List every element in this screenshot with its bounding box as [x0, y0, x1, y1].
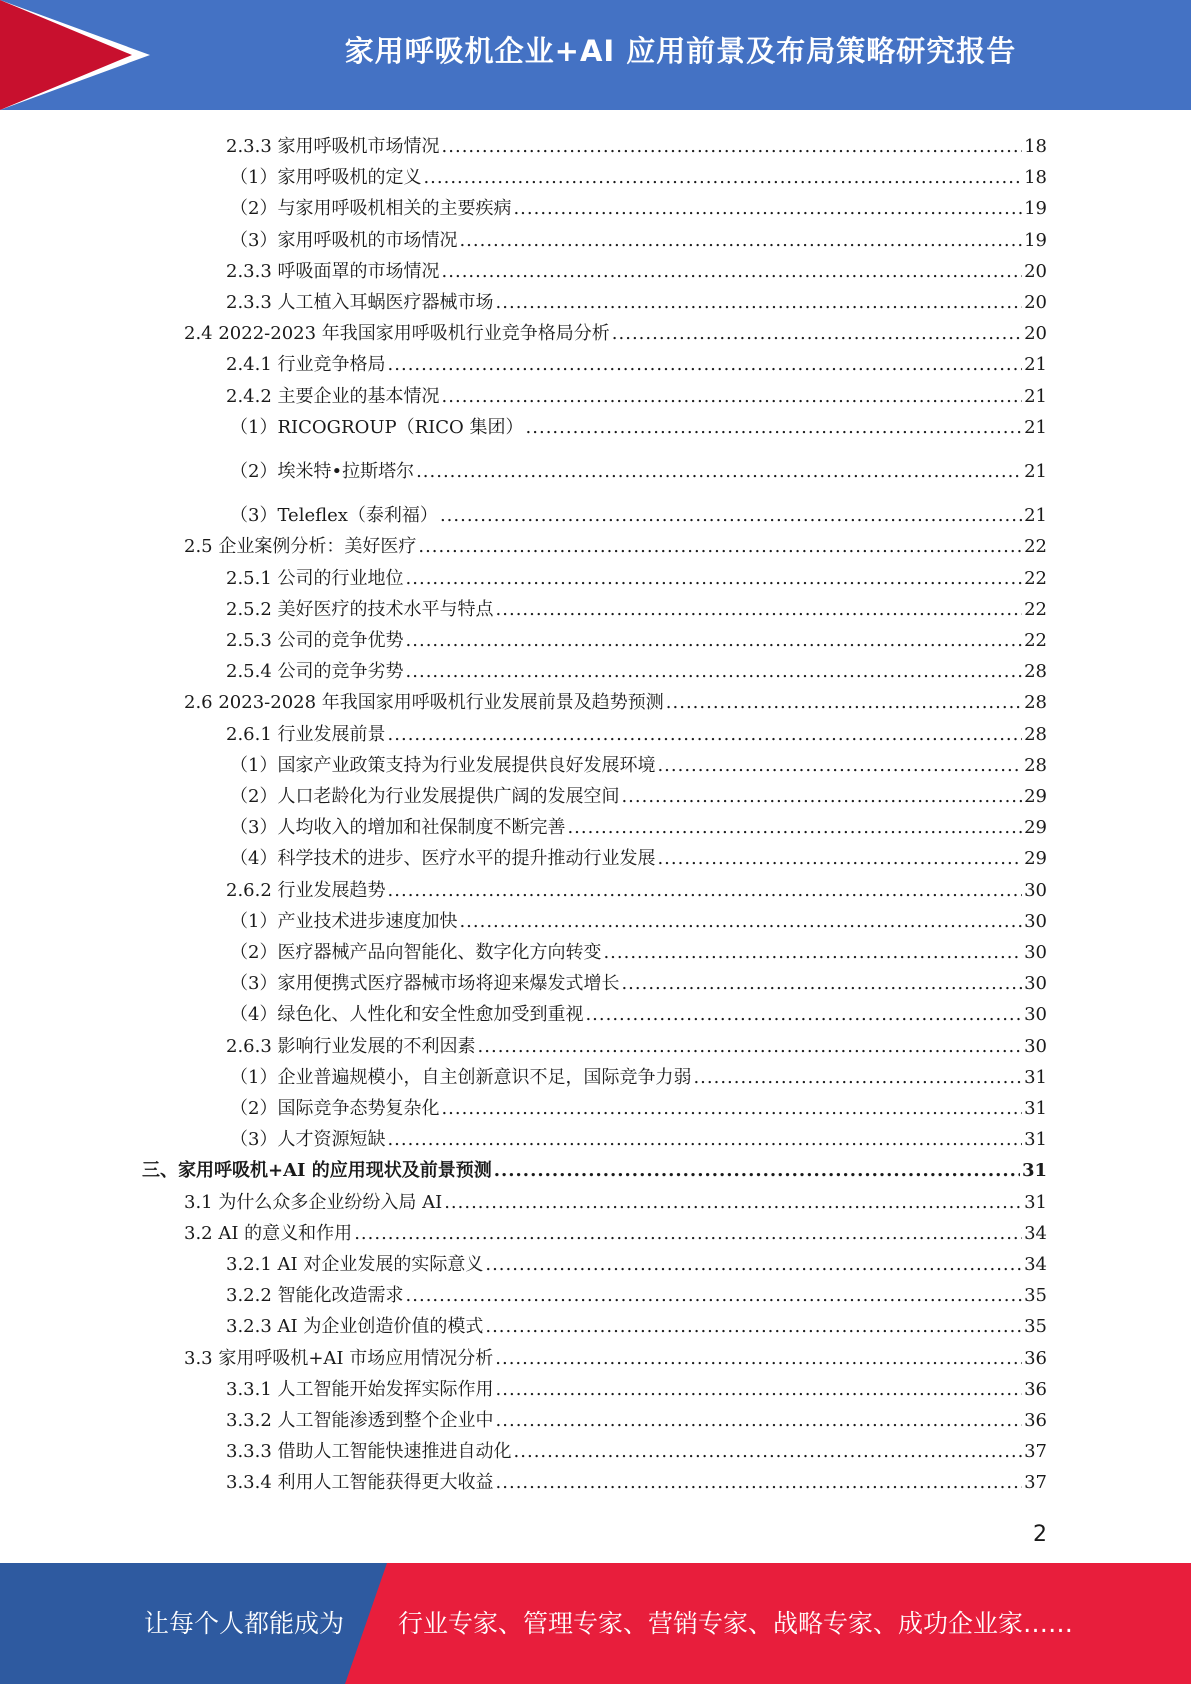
toc-entry-page: 30 [1024, 879, 1047, 901]
toc-entry-page: 28 [1024, 692, 1047, 714]
toc-leader-dots [387, 1128, 1022, 1152]
toc-entry-label: 2.6 2023-2028 年我国家用呼吸机行业发展前景及趋势预测 [184, 692, 664, 714]
toc-entry-page: 36 [1024, 1378, 1047, 1400]
toc-leader-dots [406, 567, 1023, 591]
toc-entry-page: 29 [1024, 786, 1047, 807]
toc-entry-label: （2）人口老龄化为行业发展提供广阔的发展空间 [230, 786, 620, 807]
toc-entry-label: 3.2.2 智能化改造需求 [226, 1285, 404, 1307]
toc-entry[interactable] [226, 1308, 1047, 1339]
toc-entry-label: 2.4.1 行业竞争格局 [226, 354, 386, 376]
toc-entry-page: 20 [1024, 292, 1047, 313]
toc-leader-dots [494, 1159, 1020, 1183]
toc-entry-page: 35 [1024, 1285, 1047, 1307]
page-footer [0, 1563, 1191, 1684]
toc-entry-page: 36 [1024, 1347, 1047, 1369]
toc-leader-dots [442, 135, 1023, 159]
toc-entry[interactable] [226, 622, 1047, 653]
footer-slogan-right: 行业专家、管理专家、营销专家、战略专家、成功企业家…… [398, 1609, 1074, 1638]
toc-entry-label: （2）埃米特•拉斯塔尔 [230, 461, 415, 482]
toc-entry-label: （1）企业普遍规模小，自主创新意识不足，国际竞争力弱 [230, 1066, 692, 1088]
toc-entry-label: 2.3.3 呼吸面罩的市场情况 [226, 260, 440, 282]
toc-entry-page: 19 [1024, 229, 1047, 251]
toc-leader-dots [354, 1222, 1022, 1246]
toc-leader-dots [459, 229, 1022, 253]
toc-entry[interactable] [142, 1152, 1047, 1183]
toc-entry[interactable] [230, 159, 1047, 190]
toc-entry-page: 18 [1024, 167, 1047, 189]
toc-entry[interactable] [226, 1246, 1047, 1277]
toc-leader-dots [459, 910, 1022, 934]
toc-entry[interactable] [184, 528, 1047, 559]
toc-entry-page: 21 [1024, 505, 1047, 527]
toc-entry-page: 20 [1024, 323, 1047, 345]
toc-leader-dots [423, 166, 1022, 190]
toc-entry-page: 37 [1024, 1472, 1047, 1494]
toc-entry-label: 三、家用呼吸机+AI 的应用现状及前景预测 [142, 1160, 492, 1182]
toc-leader-dots [388, 353, 1023, 377]
toc-leader-dots [612, 322, 1022, 346]
toc-entry-label: 2.5.4 公司的竞争劣势 [226, 661, 404, 683]
toc-entry-label: （4）科学技术的进步、医疗水平的提升推动行业发展 [230, 848, 656, 870]
toc-entry-page: 28 [1024, 661, 1047, 683]
toc-entry-page: 31 [1024, 1066, 1047, 1088]
toc-entry-page: 36 [1024, 1410, 1047, 1431]
toc-leader-dots [693, 1066, 1022, 1090]
toc-leader-dots [388, 879, 1023, 903]
toc-entry[interactable] [226, 591, 1047, 622]
toc-entry-page: 18 [1024, 136, 1047, 157]
toc-leader-dots [496, 1409, 1023, 1433]
toc-entry-page: 31 [1024, 1191, 1047, 1213]
toc-leader-dots [442, 385, 1023, 409]
toc-entry-label: （2）国际竞争态势复杂化 [230, 1098, 440, 1119]
toc-entry[interactable] [226, 716, 1047, 747]
toc-entry-label: 2.5.1 公司的行业地位 [226, 567, 404, 589]
toc-entry-label: 2.6.1 行业发展前景 [226, 723, 386, 745]
toc-entry-page: 28 [1024, 723, 1047, 745]
toc-entry[interactable] [226, 653, 1047, 684]
toc-entry-label: 2.3.3 人工植入耳蜗医疗器械市场 [226, 292, 494, 313]
toc-leader-dots [485, 1253, 1022, 1277]
toc-entry-label: 2.4 2022-2023 年我国家用呼吸机行业竞争格局分析 [184, 323, 610, 345]
toc-entry-label: （1）RICOGROUP（RICO 集团） [230, 416, 524, 438]
toc-entry[interactable] [226, 253, 1047, 284]
toc-entry-page: 21 [1024, 385, 1047, 407]
toc-entry-label: （3）Teleflex（泰利福） [230, 505, 438, 527]
toc-entry-label: （1）家用呼吸机的定义 [230, 167, 422, 189]
toc-entry[interactable] [226, 1277, 1047, 1308]
toc-entry-label: 3.3.2 人工智能渗透到整个企业中 [226, 1410, 494, 1431]
toc-entry-page: 30 [1024, 910, 1047, 932]
toc-entry-label: （2）与家用呼吸机相关的主要疾病 [230, 198, 512, 220]
toc-entry[interactable] [226, 1433, 1047, 1464]
toc-leader-dots [406, 1284, 1023, 1308]
toc-entry[interactable] [230, 903, 1047, 934]
toc-entry[interactable] [230, 996, 1047, 1027]
toc-entry[interactable] [230, 453, 1047, 484]
toc-entry[interactable] [230, 840, 1047, 871]
report-title: 家用呼吸机企业+AI 应用前景及布局策略研究报告 [344, 34, 1017, 68]
toc-leader-dots [657, 754, 1022, 778]
header-arrow-icon [0, 0, 132, 110]
toc-entry-page: 28 [1024, 754, 1047, 776]
toc-leader-dots [585, 1003, 1022, 1027]
toc-leader-dots [416, 460, 1022, 484]
toc-entry[interactable] [230, 497, 1047, 528]
toc-entry-label: 2.5.3 公司的竞争优势 [226, 630, 404, 651]
toc-leader-dots [406, 629, 1023, 653]
toc-entry[interactable] [230, 1121, 1047, 1152]
toc-entry[interactable] [226, 1402, 1047, 1433]
toc-entry-label: 2.3.3 家用呼吸机市场情况 [226, 136, 440, 157]
toc-entry-page: 22 [1024, 630, 1047, 651]
toc-leader-dots [444, 1191, 1022, 1215]
toc-leader-dots [496, 291, 1023, 315]
toc-leader-dots [657, 847, 1022, 871]
toc-entry-page: 21 [1024, 416, 1047, 438]
toc-entry[interactable] [230, 190, 1047, 221]
toc-entry-label: 2.6.3 影响行业发展的不利因素 [226, 1035, 476, 1057]
toc-entry-page: 35 [1024, 1316, 1047, 1338]
toc-leader-dots [440, 504, 1022, 528]
toc-entry-label: （1）产业技术进步速度加快 [230, 910, 458, 932]
toc-entry-label: （2）医疗器械产品向智能化、数字化方向转变 [230, 942, 602, 963]
footer-slogan-left: 让每个人都能成为 [144, 1609, 345, 1638]
toc-entry[interactable] [230, 965, 1047, 996]
toc-leader-dots [514, 1440, 1023, 1464]
toc-entry-label: （3）人均收入的增加和社保制度不断完善 [230, 817, 566, 839]
toc-entry-label: 2.6.2 行业发展趋势 [226, 879, 386, 901]
toc-entry-page: 29 [1024, 817, 1047, 839]
toc-leader-dots [388, 723, 1023, 747]
toc-leader-dots [526, 416, 1023, 440]
toc-entry-label: 2.5 企业案例分析：美好医疗 [184, 536, 417, 558]
toc-leader-dots [513, 197, 1022, 221]
toc-entry[interactable] [226, 346, 1047, 377]
toc-leader-dots [478, 1035, 1023, 1059]
toc-entry-page: 20 [1024, 260, 1047, 282]
toc-entry[interactable] [230, 809, 1047, 840]
toc-leader-dots [496, 598, 1023, 622]
toc-entry-label: 3.3.4 利用人工智能获得更大收益 [226, 1472, 494, 1494]
toc-entry[interactable] [230, 1059, 1047, 1090]
toc-entry-label: （3）家用呼吸机的市场情况 [230, 229, 458, 251]
toc-entry-label: 2.4.2 主要企业的基本情况 [226, 385, 440, 407]
toc-entry-label: 3.3.3 借助人工智能快速推进自动化 [226, 1441, 512, 1463]
toc-entry-label: （3）人才资源短缺 [230, 1129, 386, 1151]
toc-entry[interactable] [230, 747, 1047, 778]
toc-leader-dots [496, 1471, 1023, 1495]
toc-entry[interactable] [230, 934, 1047, 965]
toc-entry-page: 31 [1024, 1098, 1047, 1119]
toc-entry[interactable] [184, 315, 1047, 346]
toc-entry-page: 21 [1024, 354, 1047, 376]
toc-entry-label: （3）家用便携式医疗器械市场将迎来爆发式增长 [230, 973, 620, 995]
toc-entry-label: 3.3.1 人工智能开始发挥实际作用 [226, 1378, 494, 1400]
toc-entry-label: （4）绿色化、人性化和安全性愈加受到重视 [230, 1004, 584, 1026]
toc-entry[interactable] [226, 560, 1047, 591]
toc-entry-label: 2.5.2 美好医疗的技术水平与特点 [226, 598, 494, 620]
toc-entry-label: 3.2.1 AI 对企业发展的实际意义 [226, 1254, 484, 1275]
toc-leader-dots [442, 260, 1023, 284]
toc-entry-page: 37 [1024, 1441, 1047, 1463]
toc-leader-dots [495, 1347, 1022, 1371]
toc-entry-page: 30 [1024, 973, 1047, 995]
toc-entry-label: 3.2.3 AI 为企业创造价值的模式 [226, 1316, 484, 1338]
toc-entry-label: 3.2 AI 的意义和作用 [184, 1222, 353, 1244]
toc-entry-page: 34 [1024, 1222, 1047, 1244]
toc-entry[interactable] [226, 872, 1047, 903]
toc-leader-dots [441, 1097, 1022, 1121]
toc-entry[interactable] [184, 684, 1047, 715]
toc-entry[interactable] [230, 1090, 1047, 1121]
toc-entry[interactable] [184, 1215, 1047, 1246]
toc-entry-page: 29 [1024, 848, 1047, 870]
toc-entry-page: 22 [1024, 536, 1047, 558]
toc-leader-dots [567, 816, 1022, 840]
toc-leader-dots [621, 972, 1022, 996]
toc-entry[interactable] [226, 378, 1047, 409]
toc-entry[interactable] [230, 222, 1047, 253]
toc-entry-page: 31 [1024, 1129, 1047, 1151]
toc-entry[interactable] [226, 284, 1047, 315]
toc-entry[interactable] [230, 778, 1047, 809]
toc-entry-label: 3.1 为什么众多企业纷纷入局 AI [184, 1191, 443, 1213]
toc-entry[interactable] [226, 128, 1047, 159]
toc-entry[interactable] [226, 1464, 1047, 1495]
toc-entry[interactable] [184, 1340, 1047, 1371]
toc-entry-page: 34 [1024, 1254, 1047, 1275]
toc-leader-dots [418, 535, 1022, 559]
toc-entry-page: 30 [1024, 1035, 1047, 1057]
toc-entry-label: 3.3 家用呼吸机+AI 市场应用情况分析 [184, 1347, 494, 1369]
page-header [0, 0, 1191, 110]
toc-entry-page: 31 [1021, 1160, 1047, 1182]
toc-entry-page: 19 [1024, 198, 1047, 220]
toc-entry-page: 30 [1024, 942, 1047, 963]
toc-leader-dots [603, 941, 1022, 965]
toc-entry[interactable] [230, 409, 1047, 440]
page-number: 2 [1033, 1522, 1047, 1547]
toc-leader-dots [666, 691, 1022, 715]
toc-entry[interactable] [226, 1371, 1047, 1402]
toc-leader-dots [485, 1315, 1022, 1339]
toc-entry-page: 21 [1024, 461, 1047, 482]
toc-entry-page: 30 [1024, 1004, 1047, 1026]
toc-entry-page: 22 [1024, 567, 1047, 589]
toc-leader-dots [496, 1378, 1023, 1402]
toc-leader-dots [621, 785, 1022, 809]
toc-entry-label: （1）国家产业政策支持为行业发展提供良好发展环境 [230, 754, 656, 776]
toc-entry-page: 22 [1024, 598, 1047, 620]
toc-leader-dots [406, 660, 1023, 684]
footer-blue-slant [345, 1563, 387, 1684]
toc-entry[interactable] [184, 1184, 1047, 1215]
toc-entry[interactable] [226, 1028, 1047, 1059]
